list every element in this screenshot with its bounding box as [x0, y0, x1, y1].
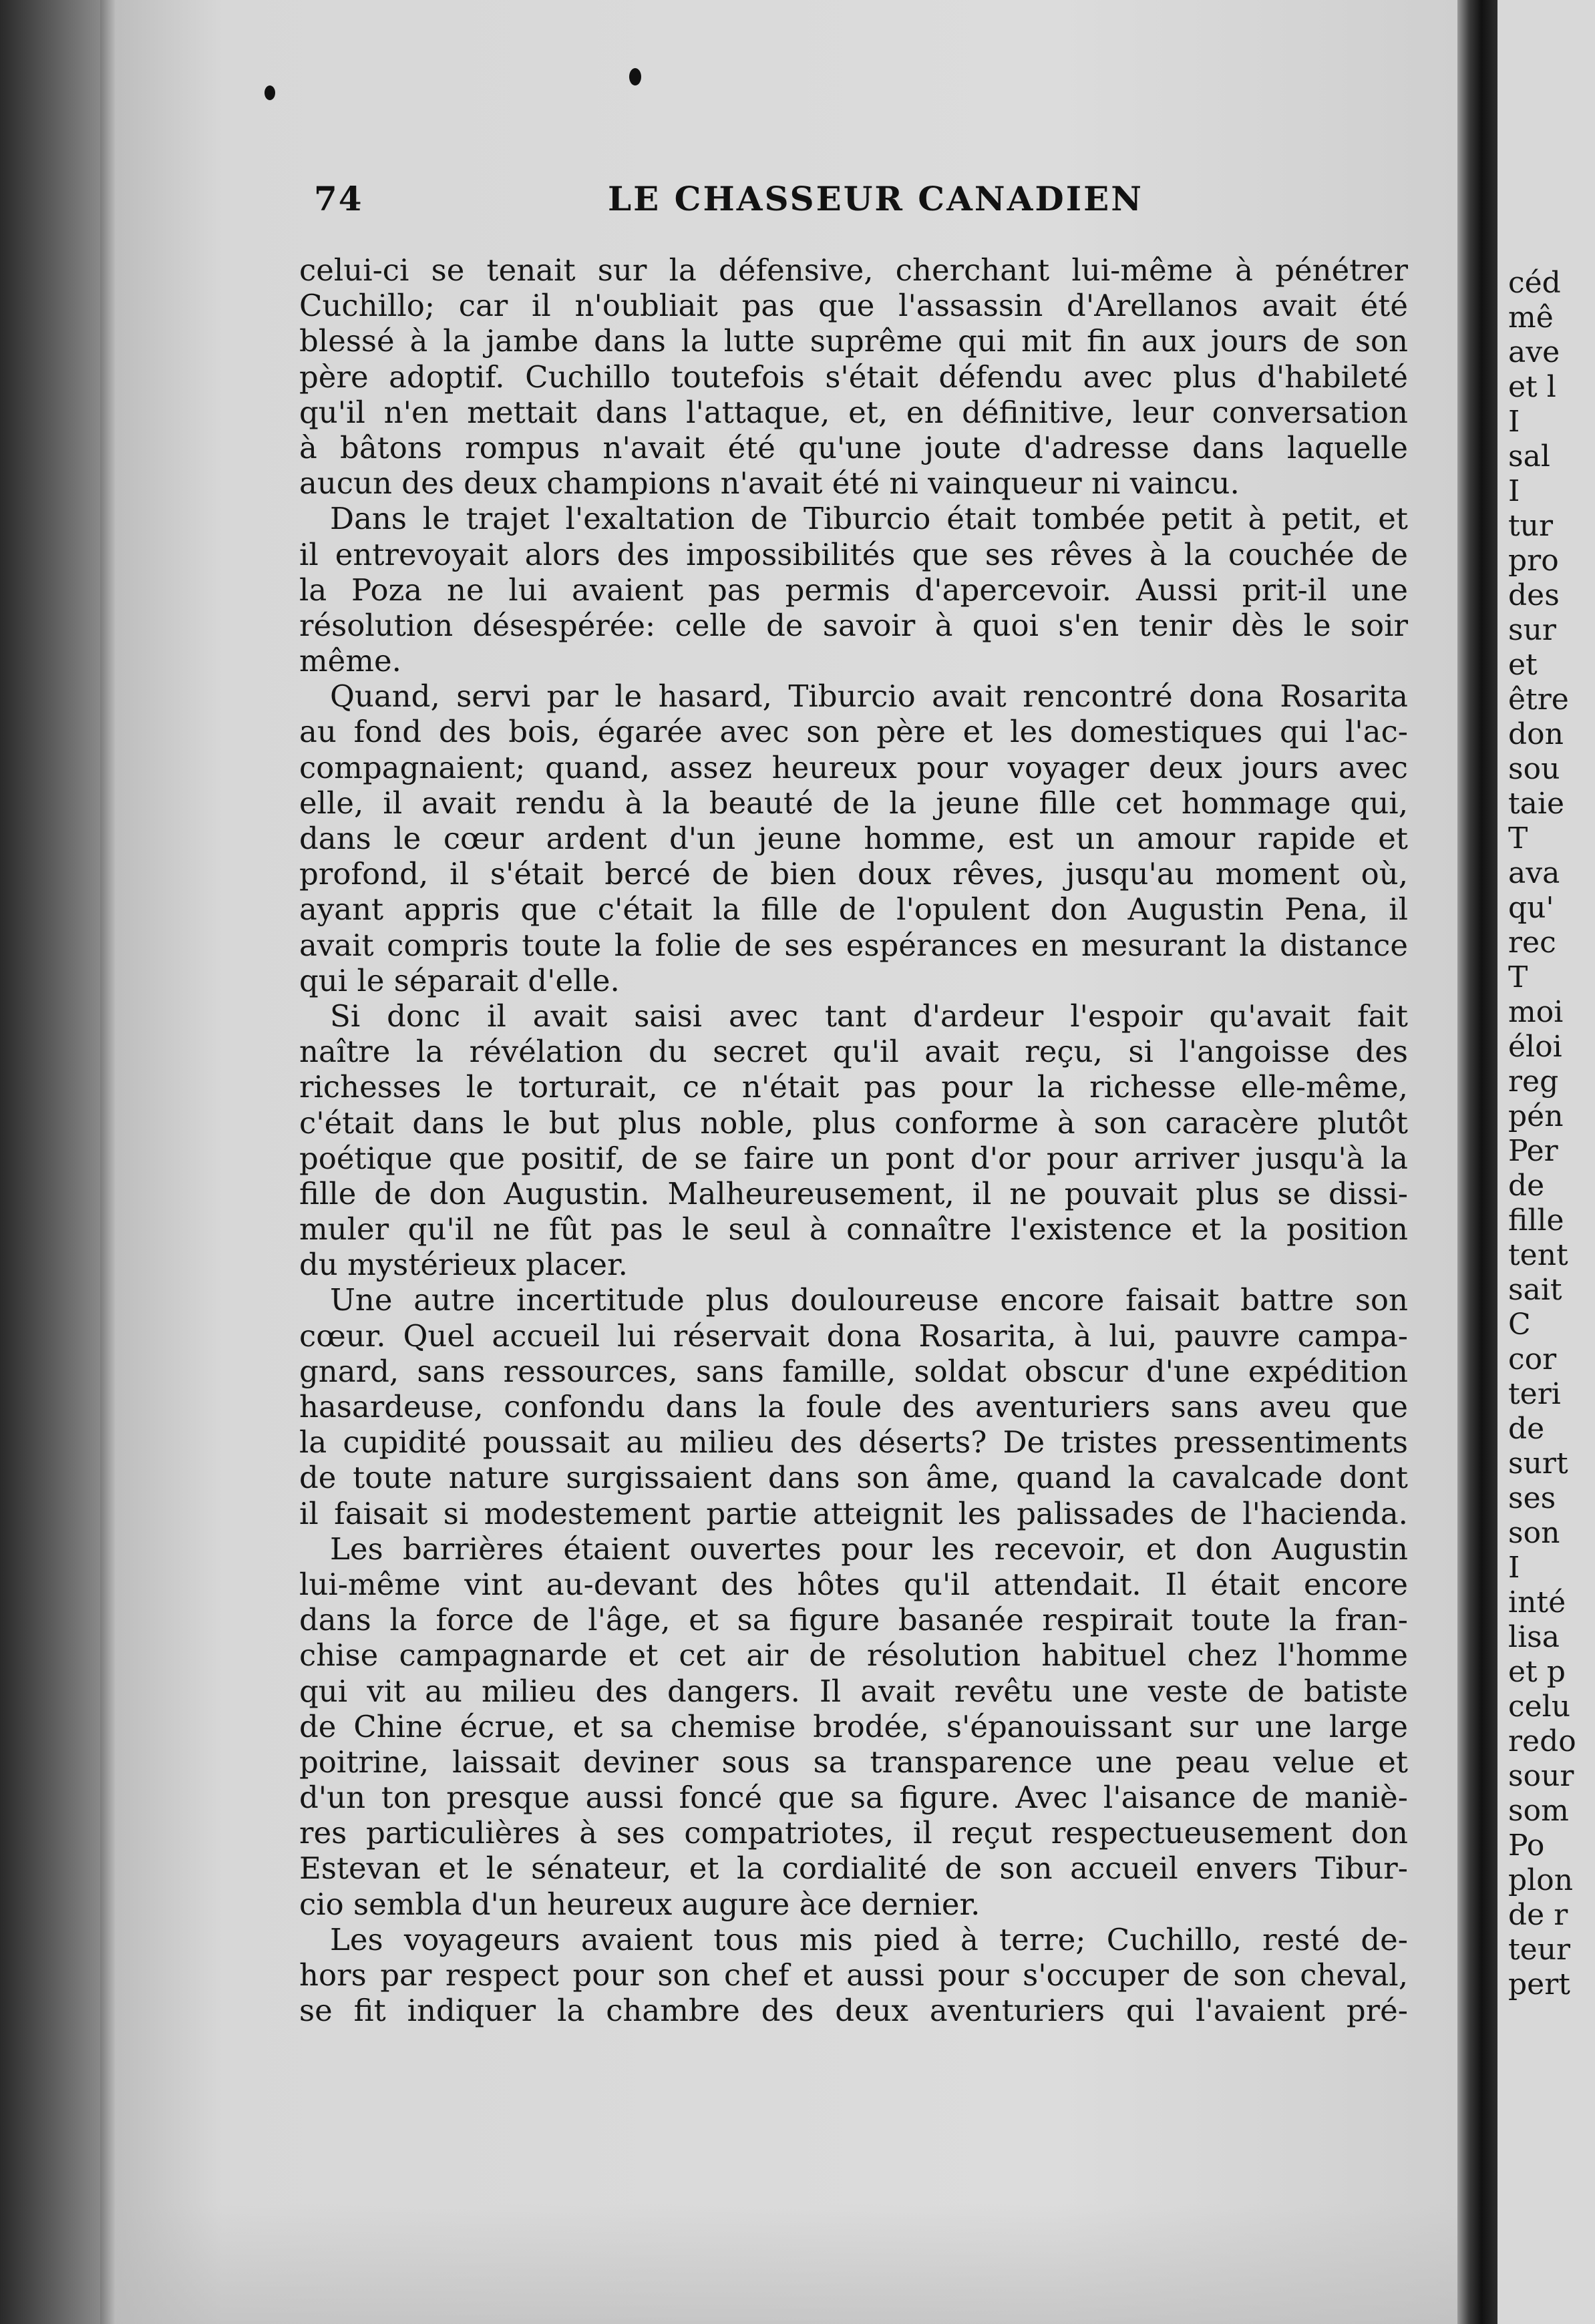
- text-line: du mystérieux placer.: [299, 1247, 628, 1283]
- text-line: cœur. Quel accueil lui réservait dona Rosarita, à lui, pauvre campa-: [299, 1318, 1408, 1354]
- text-line: profond, il s'était bercé de bien doux rêves, jusqu'au moment où,: [299, 856, 1408, 892]
- facing-page-fragment: son: [1508, 1516, 1560, 1550]
- facing-page-fragment: tur: [1508, 509, 1554, 543]
- text-line: qui vit au milieu des dangers. Il avait revêtu une veste de batiste: [299, 1673, 1408, 1709]
- text-line: dans la force de l'âge, et sa figure basanée respirait toute la fran-: [299, 1602, 1408, 1638]
- facing-page-fragment: Po: [1508, 1828, 1545, 1863]
- text-line: il faisait si modestement partie atteignit les palissades de l'hacienda.: [299, 1495, 1408, 1531]
- text-line: Si donc il avait saisi avec tant d'ardeur l'espoir qu'avait fait: [330, 998, 1408, 1034]
- text-line: aucun des deux champions n'avait été ni vainqueur ni vaincu.: [299, 465, 1240, 502]
- facing-page-fragment: sal: [1508, 439, 1550, 473]
- page-header: [314, 179, 1449, 226]
- text-line: res particulières à ses compatriotes, il reçut respectueusement don: [299, 1815, 1408, 1851]
- facing-page-fragment: tent: [1508, 1238, 1568, 1272]
- text-line: Cuchillo; car il n'oubliait pas que l'assassin d'Arellanos avait été: [299, 288, 1408, 324]
- text-line: Estevan et le sénateur, et la cordialité de son accueil envers Tibur-: [299, 1851, 1408, 1887]
- facing-page-fragment: et: [1508, 648, 1538, 682]
- facing-page-fragment: T: [1508, 960, 1528, 994]
- facing-page-fragment: et l: [1508, 370, 1556, 404]
- text-line: même.: [299, 643, 401, 679]
- ink-speck: [629, 68, 641, 85]
- facing-page-fragment: ave: [1508, 335, 1560, 369]
- text-line: Quand, servi par le hasard, Tiburcio avait rencontré dona Rosarita: [330, 679, 1408, 715]
- facing-page-fragment: don: [1508, 717, 1564, 751]
- text-line: d'un ton presque aussi foncé que sa figure. Avec l'aisance de maniè-: [299, 1780, 1408, 1816]
- text-line: Une autre incertitude plus douloureuse encore faisait battre son: [330, 1282, 1408, 1318]
- book-gutter: [1457, 0, 1497, 2324]
- page-number: 74: [314, 179, 363, 218]
- facing-page-fragment: qu': [1508, 891, 1554, 925]
- text-line: hasardeuse, confondu dans la foule des aventuriers sans aveu que: [299, 1389, 1408, 1424]
- text-line: Dans le trajet l'exaltation de Tiburcio était tombée petit à petit, et: [330, 501, 1408, 537]
- text-line: poitrine, laissait deviner sous sa transparence une peau velue et: [299, 1744, 1408, 1780]
- facing-page-fragment: éloi: [1508, 1030, 1562, 1064]
- text-line: la cupidité poussait au milieu des déserts? De tristes pressentiments: [299, 1424, 1408, 1461]
- facing-page-fragment: sait: [1508, 1273, 1562, 1307]
- facing-page-fragment: cor: [1508, 1342, 1557, 1376]
- body-text: [299, 252, 1408, 2028]
- text-line: c'était dans le but plus noble, plus conforme à son caracère plutôt: [299, 1105, 1408, 1141]
- text-line: il entrevoyait alors des impossibilités que ses rêves à la couchée de: [299, 536, 1408, 572]
- text-line: de Chine écrue, et sa chemise brodée, s'épanouissant sur une large: [299, 1708, 1408, 1744]
- facing-page-fragment: teur: [1508, 1933, 1571, 1967]
- facing-page-fragment: Per: [1508, 1134, 1558, 1168]
- facing-page-fragment: I: [1508, 405, 1520, 439]
- facing-page-fragment: sur: [1508, 613, 1556, 647]
- facing-page-fragment: I: [1508, 474, 1520, 508]
- facing-page-fragment: de r: [1508, 1898, 1568, 1932]
- text-line: elle, il avait rendu à la beauté de la jeune fille cet hommage qui,: [299, 785, 1408, 821]
- text-line: celui-ci se tenait sur la défensive, cherchant lui-même à pénétrer: [299, 252, 1408, 288]
- text-line: blessé à la jambe dans la lutte suprême qui mit fin aux jours de son: [299, 323, 1408, 359]
- facing-page-fragment: pén: [1508, 1099, 1564, 1133]
- text-line: résolution désespérée: celle de savoir à quoi s'en tenir dès le soir: [299, 607, 1408, 643]
- facing-page-fragment: de: [1508, 1169, 1545, 1203]
- text-line: qui le séparait d'elle.: [299, 962, 620, 998]
- facing-page-fragment: plon: [1508, 1863, 1574, 1897]
- text-line: Les barrières étaient ouvertes pour les recevoir, et don Augustin: [330, 1531, 1408, 1567]
- text-line: se fit indiquer la chambre des deux aventuriers qui l'avaient pré-: [299, 1993, 1408, 2029]
- running-title: LE CHASSEUR CANADIEN: [608, 179, 1143, 218]
- text-line: père adoptif. Cuchillo toutefois s'était défendu avec plus d'habileté: [299, 359, 1408, 395]
- text-line: fille de don Augustin. Malheureusement, il ne pouvait plus se dissi-: [299, 1175, 1408, 1211]
- facing-page-fragment: teri: [1508, 1377, 1561, 1411]
- text-line: muler qu'il ne fût pas le seul à connaître l'existence et la position: [299, 1211, 1408, 1247]
- text-line: naître la révélation du secret qu'il avait reçu, si l'angoisse des: [299, 1034, 1408, 1070]
- facing-page-fragment: redo: [1508, 1724, 1576, 1758]
- facing-page-fragment: ava: [1508, 856, 1560, 890]
- text-line: hors par respect pour son chef et aussi pour s'occuper de son cheval,: [299, 1957, 1408, 1993]
- binding-edge: [100, 0, 115, 2324]
- text-line: ayant appris que c'était la fille de l'opulent don Augustin Pena, il: [299, 892, 1408, 928]
- facing-page-fragment: surt: [1508, 1446, 1568, 1481]
- ink-speck: [264, 85, 275, 100]
- facing-page-fragment: moi: [1508, 995, 1564, 1029]
- text-line: avait compris toute la folie de ses espérances en mesurant la distance: [299, 927, 1408, 963]
- text-line: compagnaient; quand, assez heureux pour voyager deux jours avec: [299, 749, 1408, 785]
- text-line: à bâtons rompus n'avait été qu'une joute d'adresse dans laquelle: [299, 429, 1408, 465]
- facing-page-fragment: sour: [1508, 1759, 1574, 1793]
- facing-page-fragment: mê: [1508, 301, 1554, 335]
- page-shading: [115, 2204, 1457, 2324]
- facing-page-fragment: I: [1508, 1551, 1520, 1585]
- facing-page-fragment: inté: [1508, 1585, 1566, 1619]
- text-line: poétique que positif, de se faire un pont d'or pour arriver jusqu'à la: [299, 1140, 1408, 1176]
- facing-page-fragment: som: [1508, 1794, 1569, 1828]
- facing-page-fragment: lisa: [1508, 1620, 1560, 1654]
- facing-page-fragment: fille: [1508, 1203, 1564, 1237]
- facing-page-fragment: pert: [1508, 1967, 1570, 2001]
- text-line: gnard, sans ressources, sans famille, soldat obscur d'une expédition: [299, 1353, 1408, 1389]
- facing-page-fragment: T: [1508, 821, 1528, 855]
- text-line: chise campagnarde et cet air de résolution habituel chez l'homme: [299, 1637, 1408, 1674]
- facing-page-fragment: céd: [1508, 266, 1561, 300]
- text-line: au fond des bois, égarée avec son père et les domestiques qui l'ac-: [299, 714, 1408, 750]
- facing-page-fragment: et p: [1508, 1655, 1566, 1689]
- facing-page-fragment: des: [1508, 578, 1560, 612]
- text-line: la Poza ne lui avaient pas permis d'apercevoir. Aussi prit-il une: [299, 572, 1408, 608]
- text-line: dans le cœur ardent d'un jeune homme, est un amour rapide et: [299, 821, 1408, 856]
- text-line: lui-même vint au-devant des hôtes qu'il attendait. Il était encore: [299, 1566, 1408, 1602]
- facing-page-fragment: sou: [1508, 752, 1560, 786]
- text-line: qu'il n'en mettait dans l'attaque, et, en définitive, leur conversation: [299, 394, 1408, 430]
- text-line: richesses le torturait, ce n'était pas pour la richesse elle-même,: [299, 1069, 1408, 1105]
- text-line: de toute nature surgissaient dans son âme, quand la cavalcade dont: [299, 1460, 1408, 1496]
- book-binding: [0, 0, 100, 2324]
- facing-page-fragment: ses: [1508, 1481, 1556, 1515]
- facing-page-text: [1508, 266, 1595, 2002]
- facing-page-fragment: reg: [1508, 1064, 1559, 1099]
- facing-page-fragment: être: [1508, 683, 1569, 717]
- facing-page-fragment: taie: [1508, 787, 1565, 821]
- text-line: Les voyageurs avaient tous mis pied à terre; Cuchillo, resté de-: [330, 1921, 1408, 1957]
- facing-page-fragment: de: [1508, 1412, 1545, 1446]
- facing-page-fragment: pro: [1508, 544, 1559, 578]
- facing-page: [1497, 0, 1595, 2324]
- facing-page-fragment: rec: [1508, 926, 1556, 960]
- facing-page-fragment: C: [1508, 1308, 1531, 1342]
- facing-page-fragment: celu: [1508, 1690, 1571, 1724]
- text-line: cio sembla d'un heureux augure àce dernier.: [299, 1886, 981, 1922]
